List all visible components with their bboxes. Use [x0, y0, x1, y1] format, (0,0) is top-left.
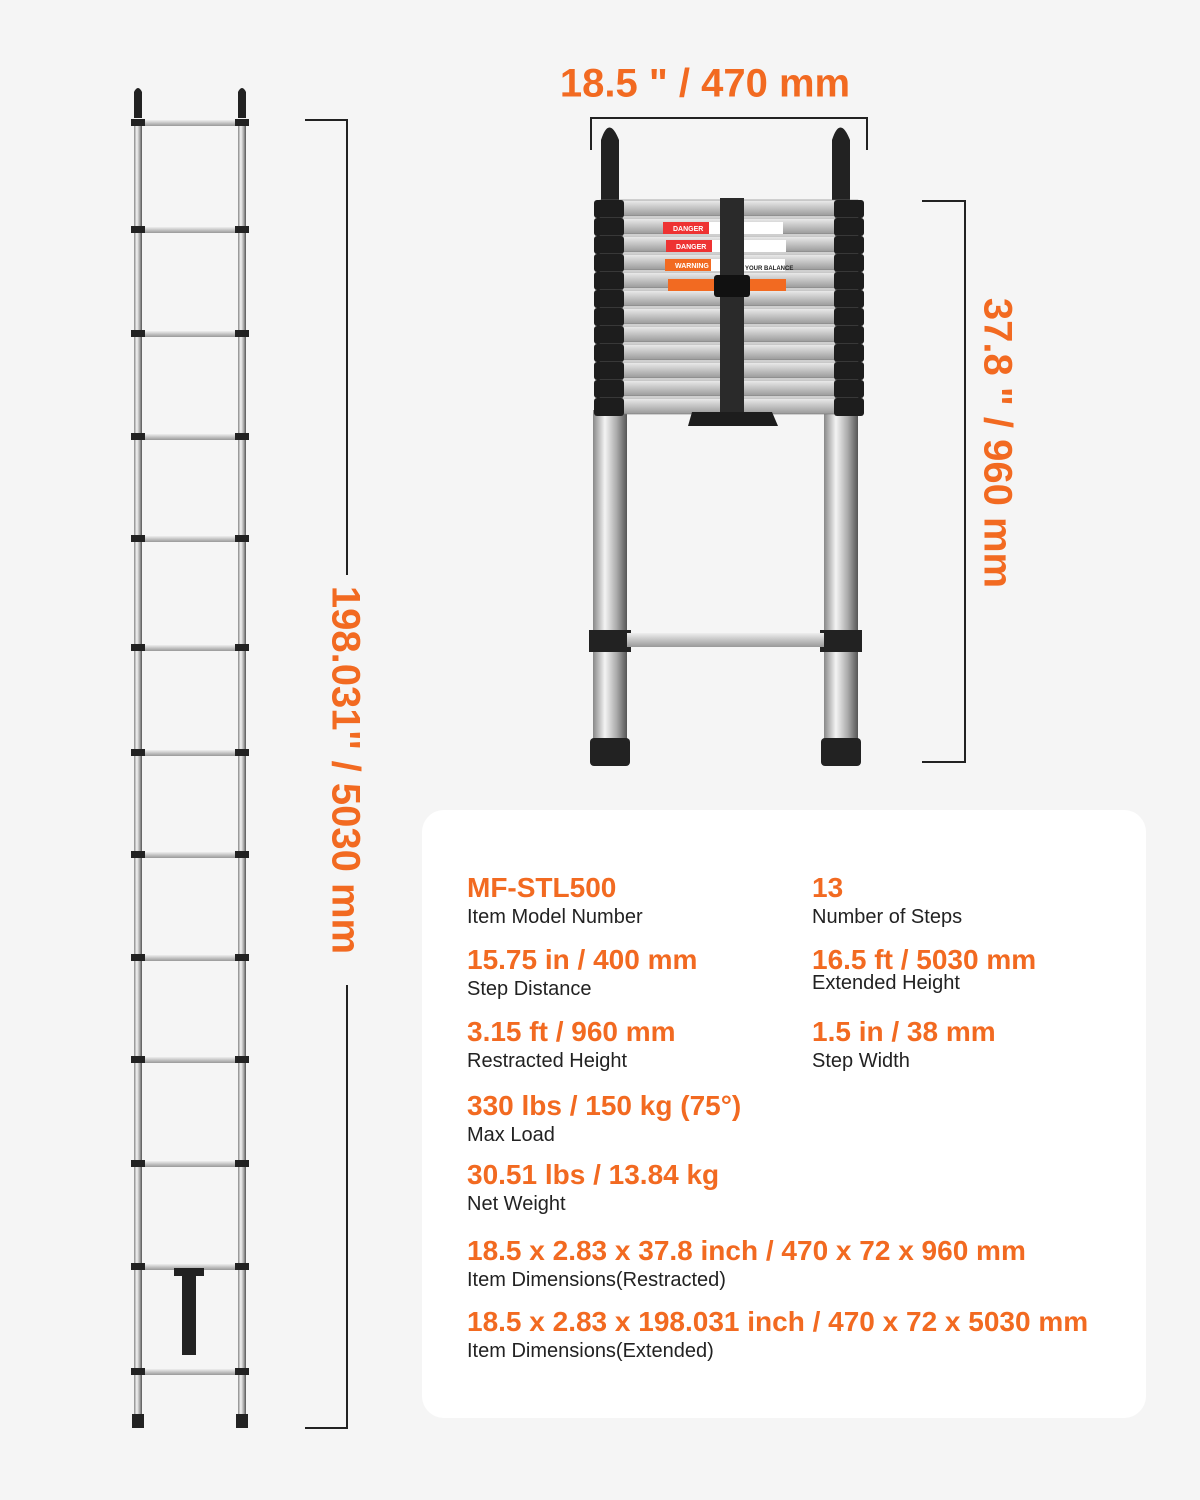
rung-joint	[594, 380, 624, 398]
spec-label: Item Dimensions(Restracted)	[467, 1269, 726, 1291]
spec-label: Step Distance	[467, 978, 592, 1000]
ladder-rung	[627, 633, 824, 647]
rung-joint	[131, 1160, 145, 1167]
spec-label: Restracted Height	[467, 1050, 628, 1072]
ladder-rung	[140, 1057, 240, 1063]
rung-joint	[131, 851, 145, 858]
rung-joint	[594, 254, 624, 272]
ladder-rung	[140, 750, 240, 756]
spec-net-weight	[467, 1159, 719, 1217]
rung-joint	[594, 398, 624, 416]
spec-label: Number of Steps	[812, 906, 963, 928]
ladder-rung	[140, 120, 240, 126]
width-dimension-line	[591, 118, 867, 150]
strap-handle	[688, 412, 778, 426]
rung-joint	[594, 290, 624, 308]
spec-value: 15.75 in / 400 mm	[467, 944, 698, 975]
width-label: 18.5 " / 470 mm	[559, 61, 851, 106]
rung-joint	[594, 218, 624, 236]
rung-joint	[235, 851, 249, 858]
spec-number-of-steps	[812, 872, 962, 930]
spec-label: Max Load	[467, 1124, 555, 1146]
rung-joint	[131, 433, 145, 440]
strap-handle	[174, 1268, 204, 1276]
spec-label: Net Weight	[467, 1193, 566, 1215]
ladder-foot	[236, 1414, 248, 1428]
ladder-rung	[140, 536, 240, 542]
spec-value: 13	[812, 872, 844, 903]
extended-ladder	[131, 88, 249, 1428]
spec-max-load	[467, 1090, 741, 1148]
ladder-foot	[590, 738, 630, 766]
ladder-foot	[132, 1414, 144, 1428]
spec-model-number	[467, 872, 643, 930]
spec-dimensions-extended	[467, 1306, 1088, 1364]
rung-joint	[131, 644, 145, 651]
ladder-rung	[140, 227, 240, 233]
sticker-label: DANGER	[673, 226, 704, 233]
rung-joint	[235, 954, 249, 961]
spec-value: 16.5 ft / 5030 mm	[812, 944, 1037, 975]
rung-joint	[834, 398, 864, 416]
rung-joint	[594, 362, 624, 380]
rung-joint	[834, 380, 864, 398]
rung-joint	[594, 272, 624, 290]
ladder-rung	[140, 852, 240, 858]
rung-joint	[131, 535, 145, 542]
rung-joint	[594, 344, 624, 362]
rung-joint	[235, 1263, 249, 1270]
spec-label: Item Model Number	[467, 906, 643, 928]
rung-joint	[131, 1368, 145, 1375]
retracted-ladder	[589, 128, 864, 767]
spec-label: Item Dimensions(Extended)	[467, 1340, 714, 1362]
spec-value: 30.51 lbs / 13.84 kg	[467, 1159, 720, 1190]
ladder-rung	[140, 331, 240, 337]
rung-joint	[594, 200, 624, 218]
rung-joint	[131, 1263, 145, 1270]
rung-joint	[834, 272, 864, 290]
retracted-height-label: 37.8 " / 960 mm	[975, 297, 1020, 589]
rung-joint	[131, 954, 145, 961]
spec-step-width	[812, 1016, 996, 1074]
rung-joint	[131, 749, 145, 756]
rung-joint	[834, 308, 864, 326]
strap	[182, 1270, 196, 1355]
ladder-rail	[134, 120, 142, 1420]
ladder-hook	[238, 88, 246, 118]
ladder-foot	[821, 738, 861, 766]
specifications-card	[422, 810, 1146, 1418]
rung-joint	[235, 1056, 249, 1063]
sticker-label: DANGER	[676, 244, 707, 251]
spec-value: 1.5 in / 38 mm	[812, 1016, 996, 1047]
ladder-hook	[601, 128, 619, 201]
rung-joint	[834, 290, 864, 308]
spec-extended-height	[812, 944, 1036, 996]
spec-value: 330 lbs / 150 kg (75°)	[467, 1090, 742, 1121]
sticker-label: WARNING	[675, 263, 709, 270]
ladder-rail	[824, 410, 858, 745]
spec-label: Extended Height	[812, 972, 960, 994]
rung-joint	[834, 254, 864, 272]
ladder-rung	[140, 1161, 240, 1167]
rung-joint	[834, 218, 864, 236]
spec-label: Step Width	[812, 1050, 910, 1072]
rung-joint	[235, 330, 249, 337]
rung-joint	[834, 344, 864, 362]
ladder-rung	[140, 645, 240, 651]
ladder-rung	[140, 1369, 240, 1375]
sticker-label: YOUR BALANCE	[745, 266, 794, 272]
rung-joint	[235, 226, 249, 233]
rung-joint	[834, 236, 864, 254]
spec-retracted-height	[467, 1016, 676, 1074]
rung-joint	[235, 644, 249, 651]
spec-value: MF-STL500	[467, 872, 617, 903]
ladder-hook	[134, 88, 142, 118]
spec-value: 3.15 ft / 960 mm	[467, 1016, 676, 1047]
rung-joint	[235, 433, 249, 440]
strap-buckle	[714, 275, 750, 297]
rung-joint	[131, 226, 145, 233]
rung-joint	[235, 1160, 249, 1167]
extended-height-label: 198.031'' / 5030 mm	[323, 585, 368, 955]
retracted-height-dimension-line	[922, 201, 965, 762]
rung-joint	[594, 236, 624, 254]
rung-joint	[834, 362, 864, 380]
rung-joint	[834, 326, 864, 344]
rung-joint	[131, 330, 145, 337]
rung-joint	[131, 119, 145, 126]
rung-joint	[235, 1368, 249, 1375]
rung-joint	[589, 630, 631, 652]
spec-step-distance	[467, 944, 697, 1002]
ladder-rail	[238, 120, 246, 1420]
ladder-rung	[140, 955, 240, 961]
ladder-rung	[140, 434, 240, 440]
rung-joint	[235, 119, 249, 126]
spec-dimensions-retracted	[467, 1235, 1026, 1293]
rung-joint	[834, 200, 864, 218]
strap	[720, 198, 744, 420]
ladder-rail	[593, 410, 627, 745]
spec-value: 18.5 x 2.83 x 37.8 inch / 470 x 72 x 960 mm	[467, 1235, 1026, 1266]
spec-value: 18.5 x 2.83 x 198.031 inch / 470 x 72 x 5030 mm	[467, 1306, 1089, 1337]
rung-joint	[594, 308, 624, 326]
rung-joint	[235, 749, 249, 756]
rung-joint	[594, 326, 624, 344]
rung-joint	[131, 1056, 145, 1063]
rung-joint	[235, 535, 249, 542]
ladder-hook	[832, 128, 850, 201]
rung-joint	[820, 630, 862, 652]
